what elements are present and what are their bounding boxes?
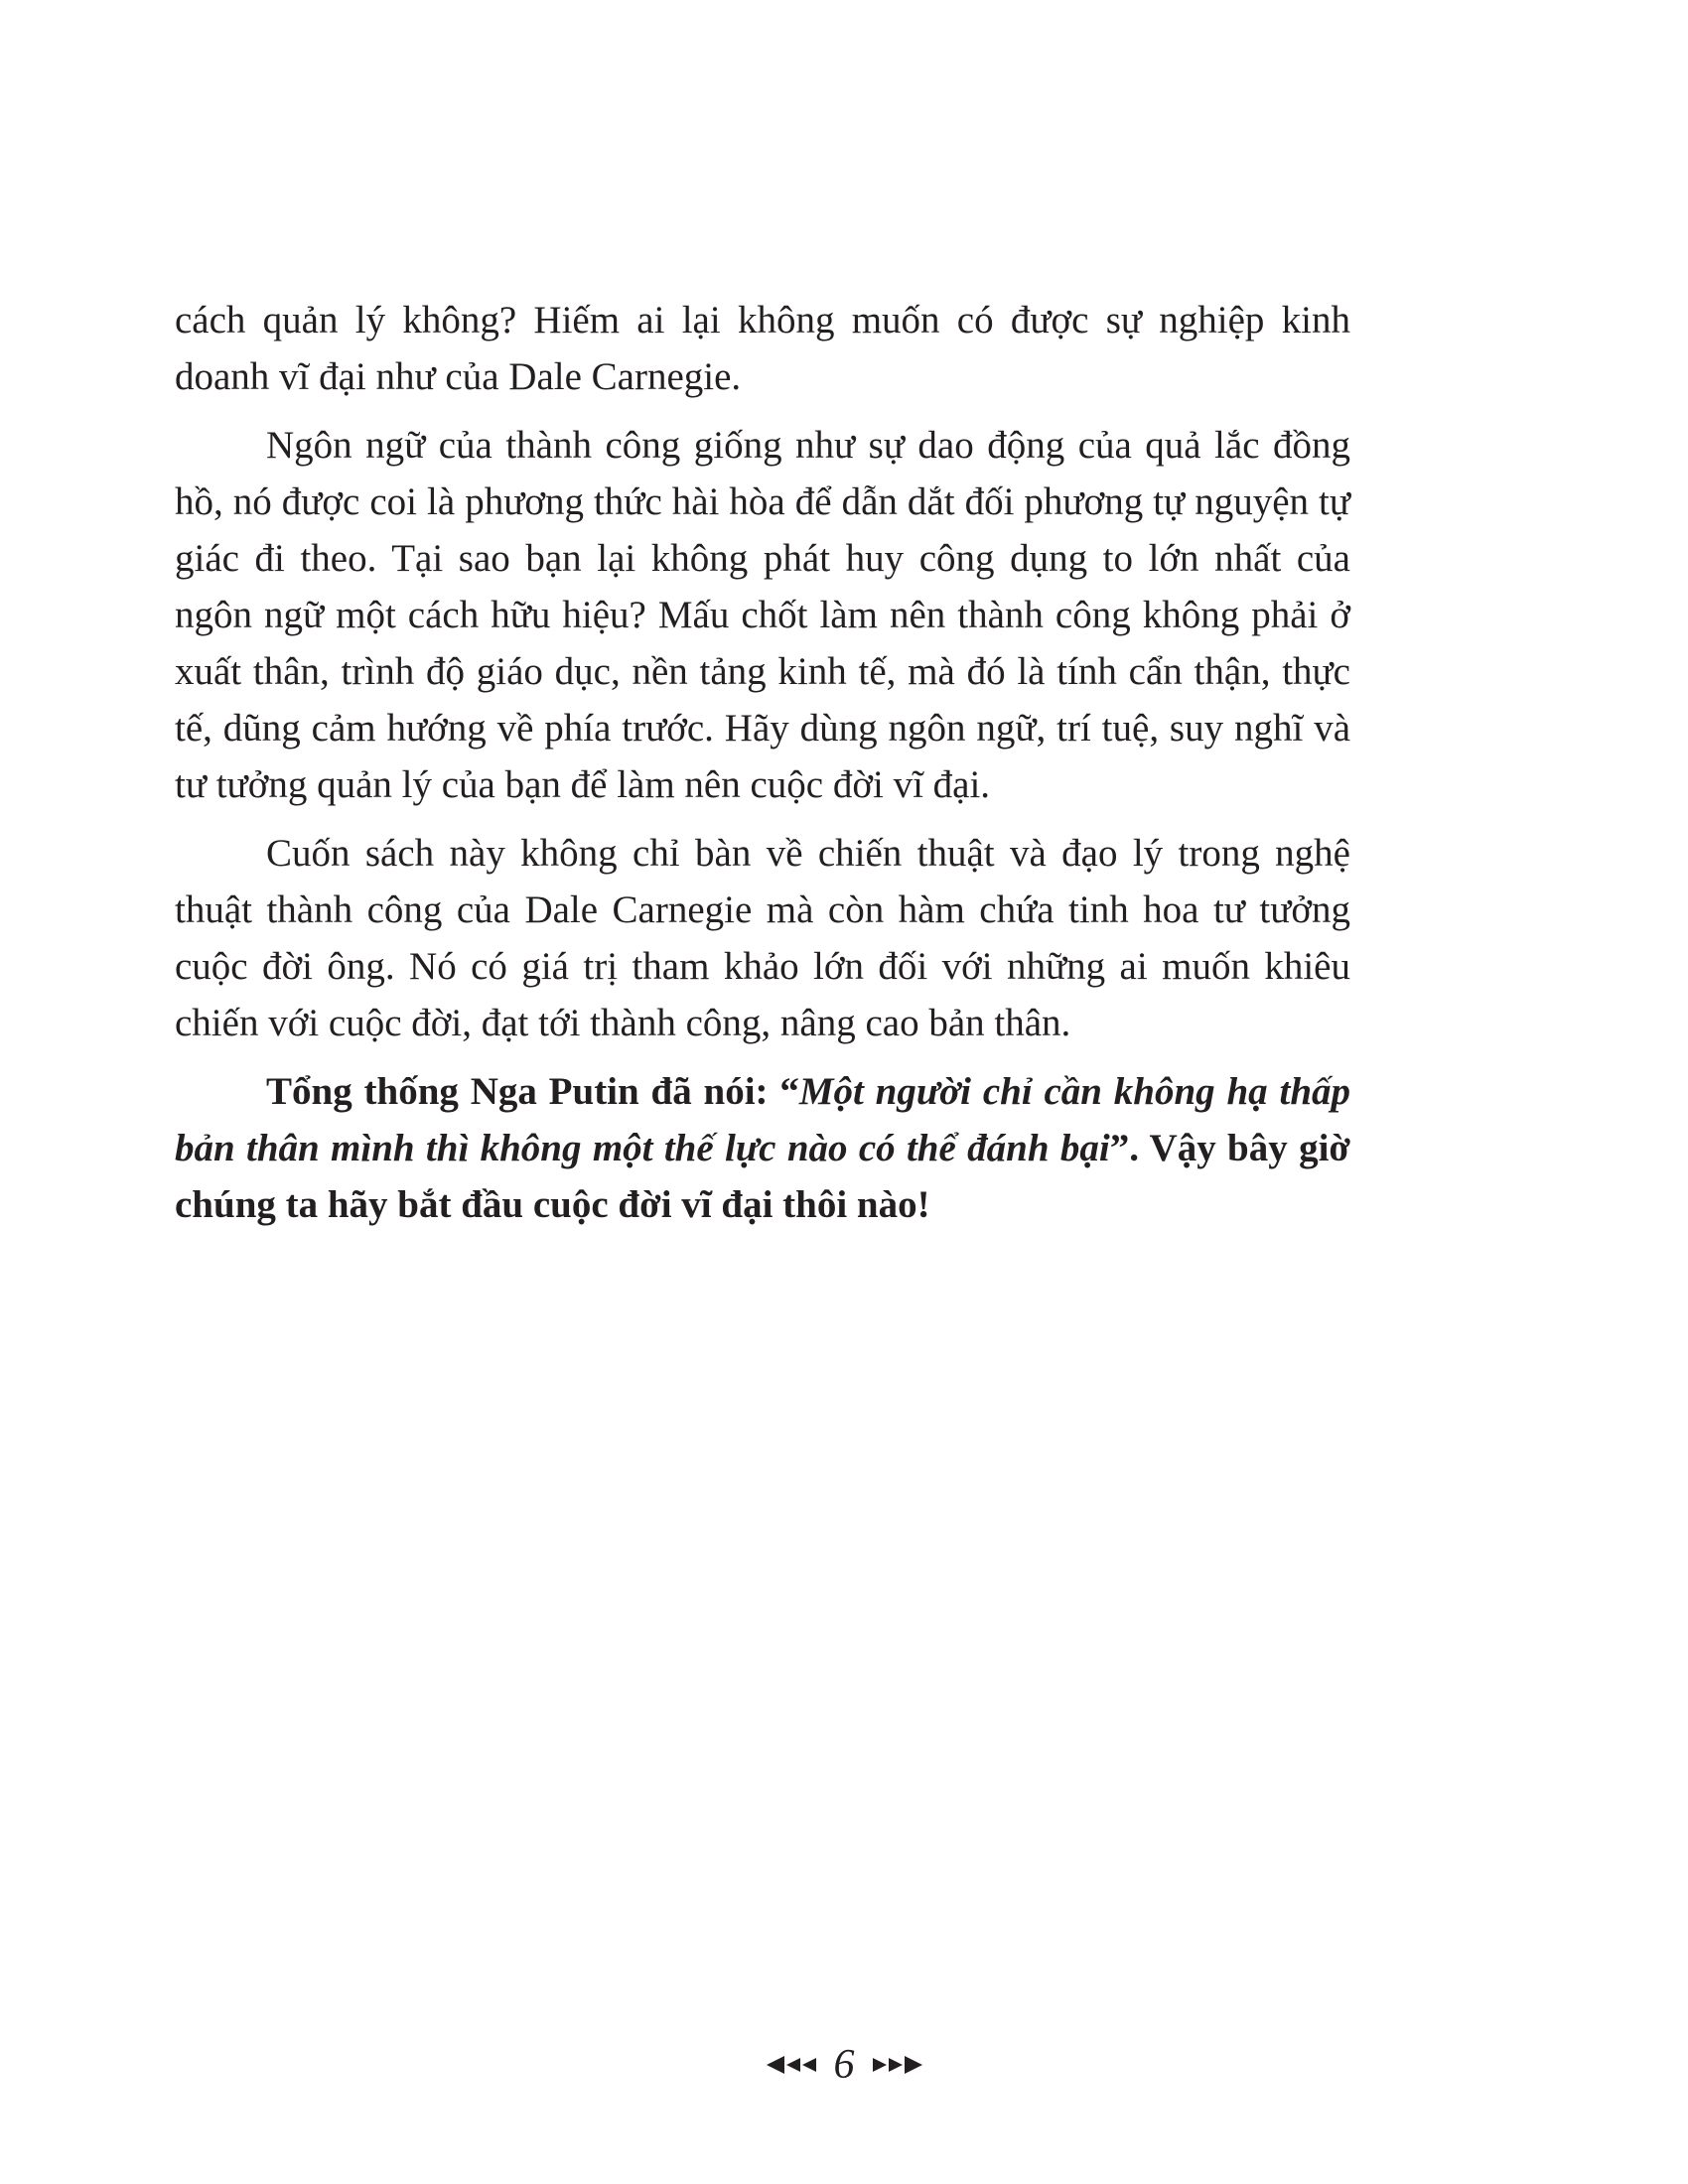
paragraph-1: cách quản lý không? Hiếm ai lại không muốn có được sự nghiệp kinh doanh vĩ đại như của Dale Carnegie. xyxy=(175,299,1350,398)
putin-quote: Một người chỉ cần không hạ thấp bản thân mình thì không một thế lực nào có thể đánh bại xyxy=(175,1070,1351,1169)
quote-tail: ”. Vậy bây giờ chúng ta hãy bắt đầu cuộc đời vĩ đại thôi nào! xyxy=(175,1127,1350,1226)
paragraph-4-quote xyxy=(175,1063,1350,1233)
page-number: 6 xyxy=(833,2042,855,2088)
left-arrow-icon xyxy=(786,2058,800,2072)
right-arrow-icon xyxy=(905,2056,922,2074)
left-arrow-icon xyxy=(767,2056,784,2074)
page-body xyxy=(175,292,1350,1245)
right-arrow-icon xyxy=(873,2058,887,2072)
quote-lead: Tổng thống Nga Putin đã nói: “ xyxy=(266,1070,799,1113)
page-footer xyxy=(0,2040,1688,2090)
triple-right-arrow-icon xyxy=(873,2056,922,2074)
right-arrow-icon xyxy=(889,2058,903,2072)
paragraph-3: Cuốn sách này không chỉ bàn về chiến thuật và đạo lý trong nghệ thuật thành công của Dale Carnegie mà còn hàm chứa tinh hoa tư tưởng cuộc đời ông. Nó có giá trị tham khảo lớn đối với những ai muốn khiêu chiến với cuộc đời, đạt tới thành công, nâng cao bản thân. xyxy=(175,832,1350,1044)
paragraph-2: Ngôn ngữ của thành công giống như sự dao động của quả lắc đồng hồ, nó được coi là phương thức hài hòa để dẫn dắt đối phương tự nguyện tự giác đi theo. Tại sao bạn lại không phát huy công dụng to lớn nhất của ngôn ngữ một cách hữu hiệu? Mấu chốt làm nên thành công không phải ở xuất thân, trình độ giáo dục, nền tảng kinh tế, mà đó là tính cẩn thận, thực tế, dũng cảm hướng về phía trước. Hãy dùng ngôn ngữ, trí tuệ, suy nghĩ và tư tưởng quản lý của bạn để làm nên cuộc đời vĩ đại. xyxy=(175,424,1350,806)
left-arrow-icon xyxy=(802,2058,816,2072)
triple-left-arrow-icon xyxy=(767,2056,816,2074)
